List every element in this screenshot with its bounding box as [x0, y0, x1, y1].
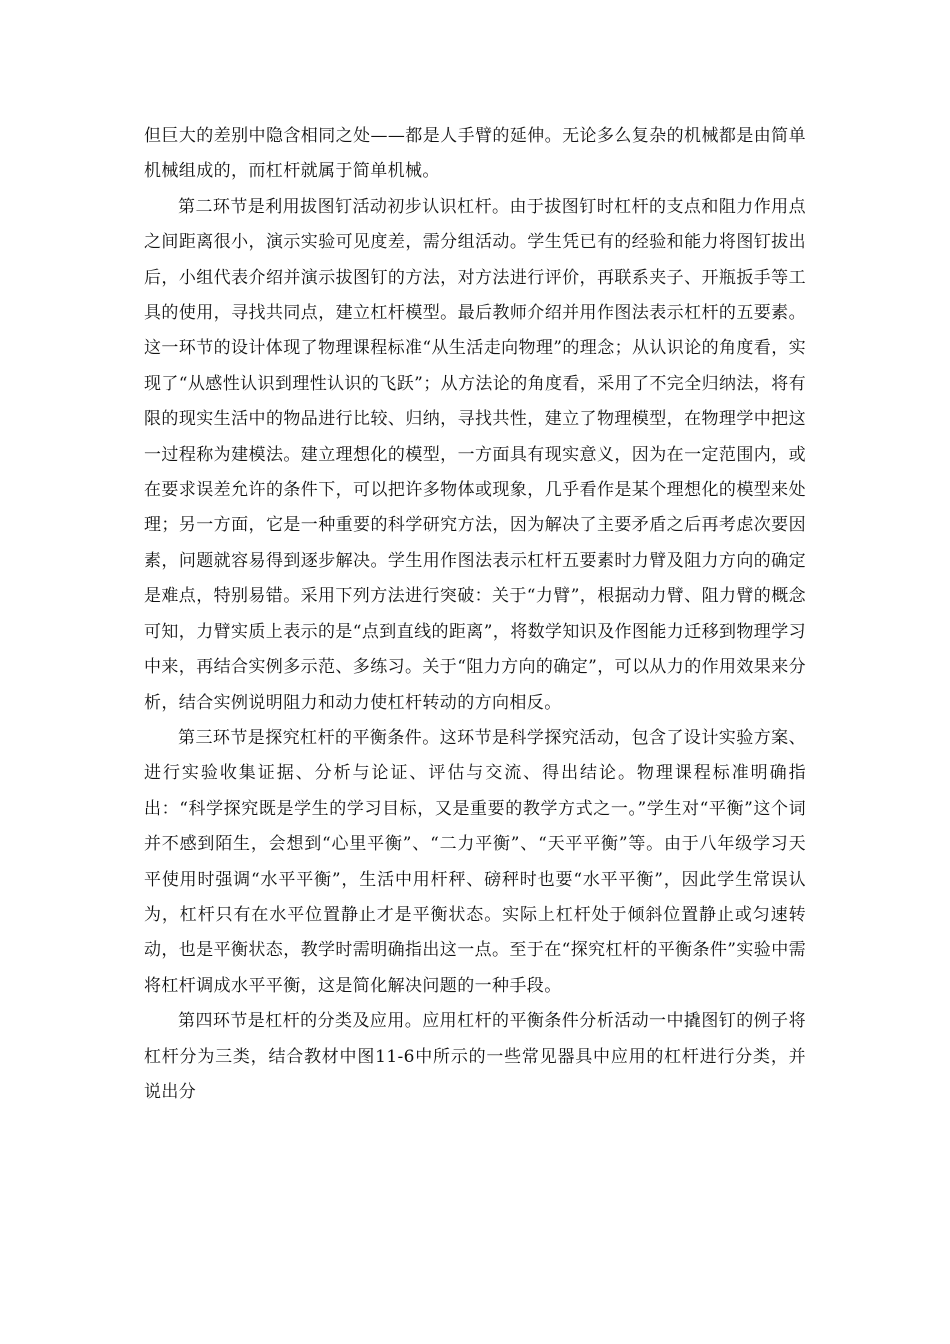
document-body: [144, 119, 806, 1110]
paragraph-section-two: 第二环节是利用拔图钉活动初步认识杠杆。由于拔图钉时杠杆的支点和阻力作用点之间距离很小，演示实验可见度差，需分组活动。学生凭已有的经验和能力将图钉拔出后，小组代表介绍并演示拔图钉的方法，对方法进行评价，再联系夹子、开瓶扳手等工具的使用，寻找共同点，建立杠杆模型。最后教师介绍并用作图法表示杠杆的五要素。这一环节的设计体现了物理课程标准“从生活走向物理”的理念；从认识论的角度看，实现了“从感性认识到理性认识的飞跃”；从方法论的角度看，采用了不完全归纳法，将有限的现实生活中的物品进行比较、归纳，寻找共性，建立了物理模型，在物理学中把这一过程称为建模法。建立理想化的模型，一方面具有现实意义，因为在一定范围内，或在要求误差允许的条件下，可以把许多物体或现象，几乎看作是某个理想化的模型来处理；另一方面，它是一种重要的科学研究方法，因为解决了主要矛盾之后再考虑次要因素，问题就容易得到逐步解决。学生用作图法表示杠杆五要素时力臂及阻力方向的确定是难点，特别易错。采用下列方法进行突破：关于“力臂”，根据动力臂、阻力臂的概念可知，力臂实质上表示的是“点到直线的距离”，将数学知识及作图能力迁移到物理学习中来，再结合实例多示范、多练习。关于“阻力方向的确定”，可以从力的作用效果来分析，结合实例说明阻力和动力使杠杆转动的方向相反。: [144, 196, 806, 713]
paragraph-continuation: 但巨大的差别中隐含相同之处——都是人手臂的延伸。无论多么复杂的机械都是由简单机械组成的，而杠杆就属于简单机械。: [144, 126, 806, 182]
paragraph-section-four: 第四环节是杠杆的分类及应用。应用杠杆的平衡条件分析活动一中撬图钉的例子将杠杆分为三类，结合教材中图11-6中所示的一些常见器具中应用的杠杆进行分类，并说出分: [144, 1011, 806, 1102]
paragraph-section-three: 第三环节是探究杠杆的平衡条件。这环节是科学探究活动，包含了设计实验方案、进行实验收集证据、分析与论证、评估与交流、得出结论。物理课程标准明确指出：“科学探究既是学生的学习目标，又是重要的教学方式之一。”学生对“平衡”这个词并不感到陌生，会想到“心里平衡”、“二力平衡”、“天平平衡”等。由于八年级学习天平使用时强调“水平平衡”，生活中用杆秤、磅秤时也要“水平平衡”，因此学生常误认为，杠杆只有在水平位置静止才是平衡状态。实际上杠杆处于倾斜位置静止或匀速转动，也是平衡状态，教学时需明确指出这一点。至于在“探究杠杆的平衡条件”实验中需将杠杆调成水平平衡，这是简化解决问题的一种手段。: [144, 727, 806, 996]
